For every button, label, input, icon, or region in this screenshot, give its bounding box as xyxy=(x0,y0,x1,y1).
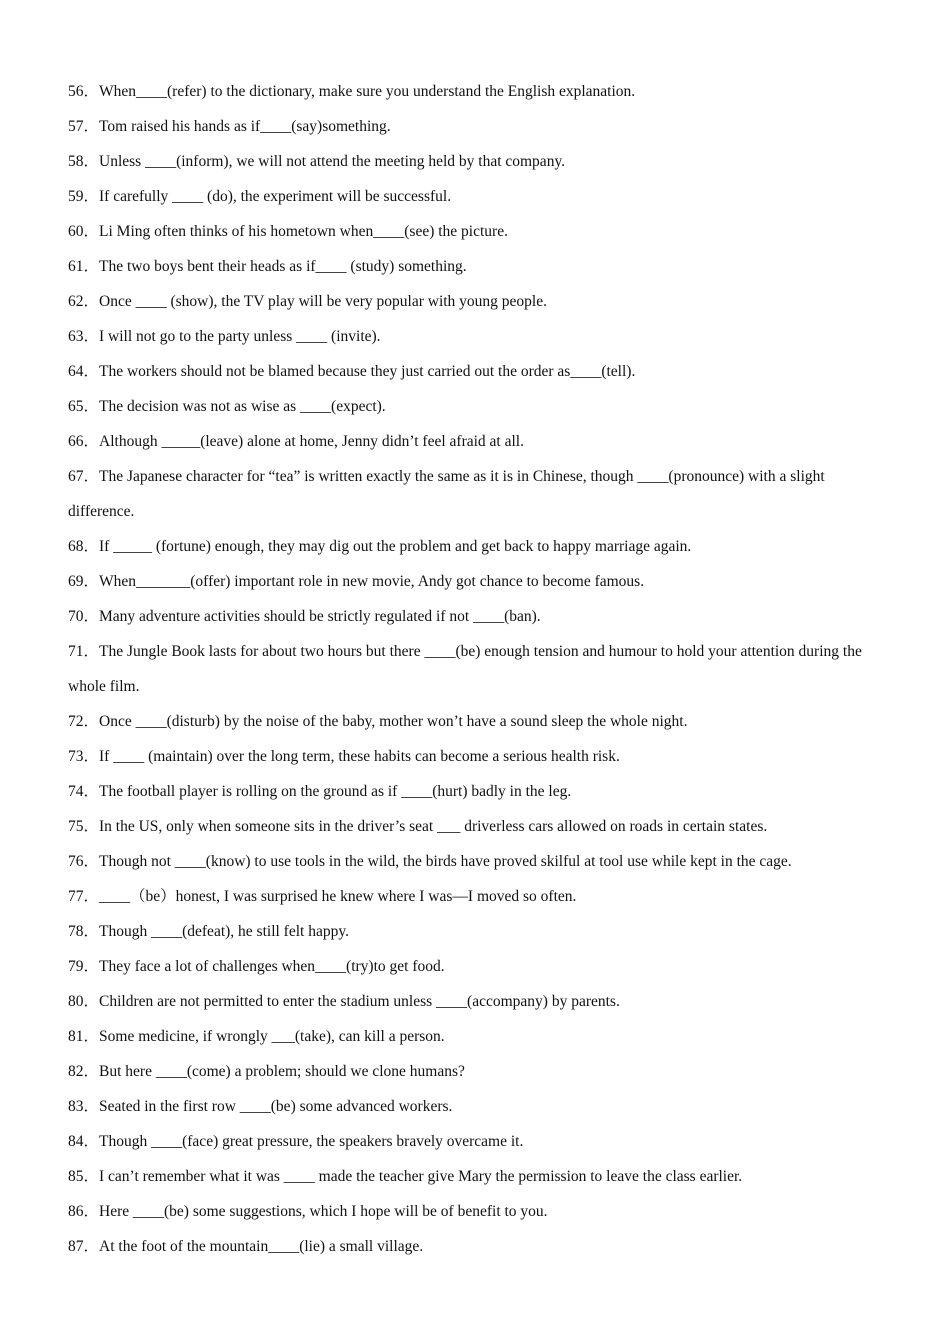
question-text: They face a lot of challenges when____(try)to get food. xyxy=(99,958,445,975)
question-text: In the US, only when someone sits in the driver’s seat ___ driverless cars allowed on roads in certain states. xyxy=(99,818,768,835)
question-text: I can’t remember what it was ____ made the teacher give Mary the permission to leave the class earlier. xyxy=(99,1168,743,1185)
question-number: 76． xyxy=(68,853,100,870)
question-text: But here ____(come) a problem; should we clone humans? xyxy=(99,1063,465,1080)
question-text: Children are not permitted to enter the stadium unless ____(accompany) by parents. xyxy=(99,993,620,1010)
question-item xyxy=(68,739,868,774)
question-number: 83． xyxy=(68,1098,100,1115)
question-text: The Jungle Book lasts for about two hours but there ____(be) enough tension and humour to hold your attention during the whole film. xyxy=(68,643,862,695)
question-item xyxy=(68,984,868,1019)
question-text: Unless ____(inform), we will not attend the meeting held by that company. xyxy=(99,153,566,170)
question-number: 85． xyxy=(68,1168,100,1185)
question-text: The two boys bent their heads as if____ (study) something. xyxy=(99,258,467,275)
question-item xyxy=(68,914,868,949)
question-item xyxy=(68,1054,868,1089)
question-item xyxy=(68,389,868,424)
question-number: 61． xyxy=(68,258,100,275)
question-text: Seated in the first row ____(be) some advanced workers. xyxy=(99,1098,453,1115)
question-text: Though not ____(know) to use tools in the wild, the birds have proved skilful at tool use while kept in the cage. xyxy=(99,853,792,870)
question-number: 65． xyxy=(68,398,100,415)
question-item xyxy=(68,74,868,109)
question-text: Li Ming often thinks of his hometown when____(see) the picture. xyxy=(99,223,508,240)
question-item xyxy=(68,284,868,319)
question-text: If ____ (maintain) over the long term, these habits can become a serious health risk. xyxy=(99,748,620,765)
question-number: 63． xyxy=(68,328,100,345)
question-number: 59． xyxy=(68,188,100,205)
question-number: 56． xyxy=(68,83,100,100)
question-number: 77． xyxy=(68,888,100,905)
question-number: 60． xyxy=(68,223,100,240)
question-item xyxy=(68,214,868,249)
question-number: 74． xyxy=(68,783,100,800)
question-item xyxy=(68,1229,868,1264)
question-number: 68． xyxy=(68,538,100,555)
question-text: If _____ (fortune) enough, they may dig out the problem and get back to happy marriage again. xyxy=(99,538,692,555)
question-number: 58． xyxy=(68,153,100,170)
question-text: When_______(offer) important role in new movie, Andy got chance to become famous. xyxy=(99,573,645,590)
question-item xyxy=(68,634,868,704)
question-item xyxy=(68,529,868,564)
question-text: I will not go to the party unless ____ (invite). xyxy=(99,328,381,345)
question-number: 67． xyxy=(68,468,100,485)
question-item xyxy=(68,949,868,984)
question-item xyxy=(68,809,868,844)
question-item xyxy=(68,1019,868,1054)
question-number: 78． xyxy=(68,923,100,940)
question-text: The decision was not as wise as ____(expect). xyxy=(99,398,386,415)
question-number: 75． xyxy=(68,818,100,835)
question-text: Once ____ (show), the TV play will be very popular with young people. xyxy=(99,293,547,310)
question-number: 64． xyxy=(68,363,100,380)
question-text: The football player is rolling on the ground as if ____(hurt) badly in the leg. xyxy=(99,783,572,800)
question-item xyxy=(68,844,868,879)
question-item xyxy=(68,459,868,529)
question-text: Though ____(defeat), he still felt happy. xyxy=(99,923,349,940)
question-number: 82． xyxy=(68,1063,100,1080)
question-text: The workers should not be blamed because they just carried out the order as____(tell). xyxy=(99,363,636,380)
question-number: 80． xyxy=(68,993,100,1010)
question-item xyxy=(68,1124,868,1159)
question-number: 70． xyxy=(68,608,100,625)
question-text: If carefully ____ (do), the experiment will be successful. xyxy=(99,188,452,205)
question-item xyxy=(68,774,868,809)
question-item xyxy=(68,564,868,599)
question-text: ____（be）honest, I was surprised he knew where I was—I moved so often. xyxy=(99,888,577,905)
question-item xyxy=(68,249,868,284)
question-number: 57． xyxy=(68,118,100,135)
question-number: 73． xyxy=(68,748,100,765)
question-text: Some medicine, if wrongly ___(take), can kill a person. xyxy=(99,1028,445,1045)
question-item xyxy=(68,319,868,354)
question-item xyxy=(68,1089,868,1124)
question-number: 71． xyxy=(68,643,100,660)
question-item xyxy=(68,109,868,144)
question-item xyxy=(68,144,868,179)
question-item xyxy=(68,179,868,214)
question-item xyxy=(68,704,868,739)
question-number: 87． xyxy=(68,1238,100,1255)
question-text: Though ____(face) great pressure, the speakers bravely overcame it. xyxy=(99,1133,524,1150)
question-number: 72． xyxy=(68,713,100,730)
question-number: 81． xyxy=(68,1028,100,1045)
question-number: 66． xyxy=(68,433,100,450)
question-text: Here ____(be) some suggestions, which I hope will be of benefit to you. xyxy=(99,1203,548,1220)
question-number: 62． xyxy=(68,293,100,310)
question-item xyxy=(68,1159,868,1194)
question-number: 86． xyxy=(68,1203,100,1220)
question-number: 79． xyxy=(68,958,100,975)
question-list xyxy=(68,74,868,1264)
question-text: Tom raised his hands as if____(say)something. xyxy=(99,118,391,135)
question-number: 84． xyxy=(68,1133,100,1150)
question-item xyxy=(68,1194,868,1229)
question-text: Once ____(disturb) by the noise of the baby, mother won’t have a sound sleep the whole night. xyxy=(99,713,688,730)
question-item xyxy=(68,599,868,634)
question-text: At the foot of the mountain____(lie) a small village. xyxy=(99,1238,424,1255)
question-item xyxy=(68,424,868,459)
question-text: Although _____(leave) alone at home, Jenny didn’t feel afraid at all. xyxy=(99,433,524,450)
question-number: 69． xyxy=(68,573,100,590)
question-item xyxy=(68,879,868,914)
question-text: The Japanese character for “tea” is written exactly the same as it is in Chinese, though ____(pronounce) with a slight difference. xyxy=(68,468,825,520)
question-item xyxy=(68,354,868,389)
question-text: Many adventure activities should be strictly regulated if not ____(ban). xyxy=(99,608,541,625)
question-text: When____(refer) to the dictionary, make sure you understand the English explanation. xyxy=(99,83,636,100)
